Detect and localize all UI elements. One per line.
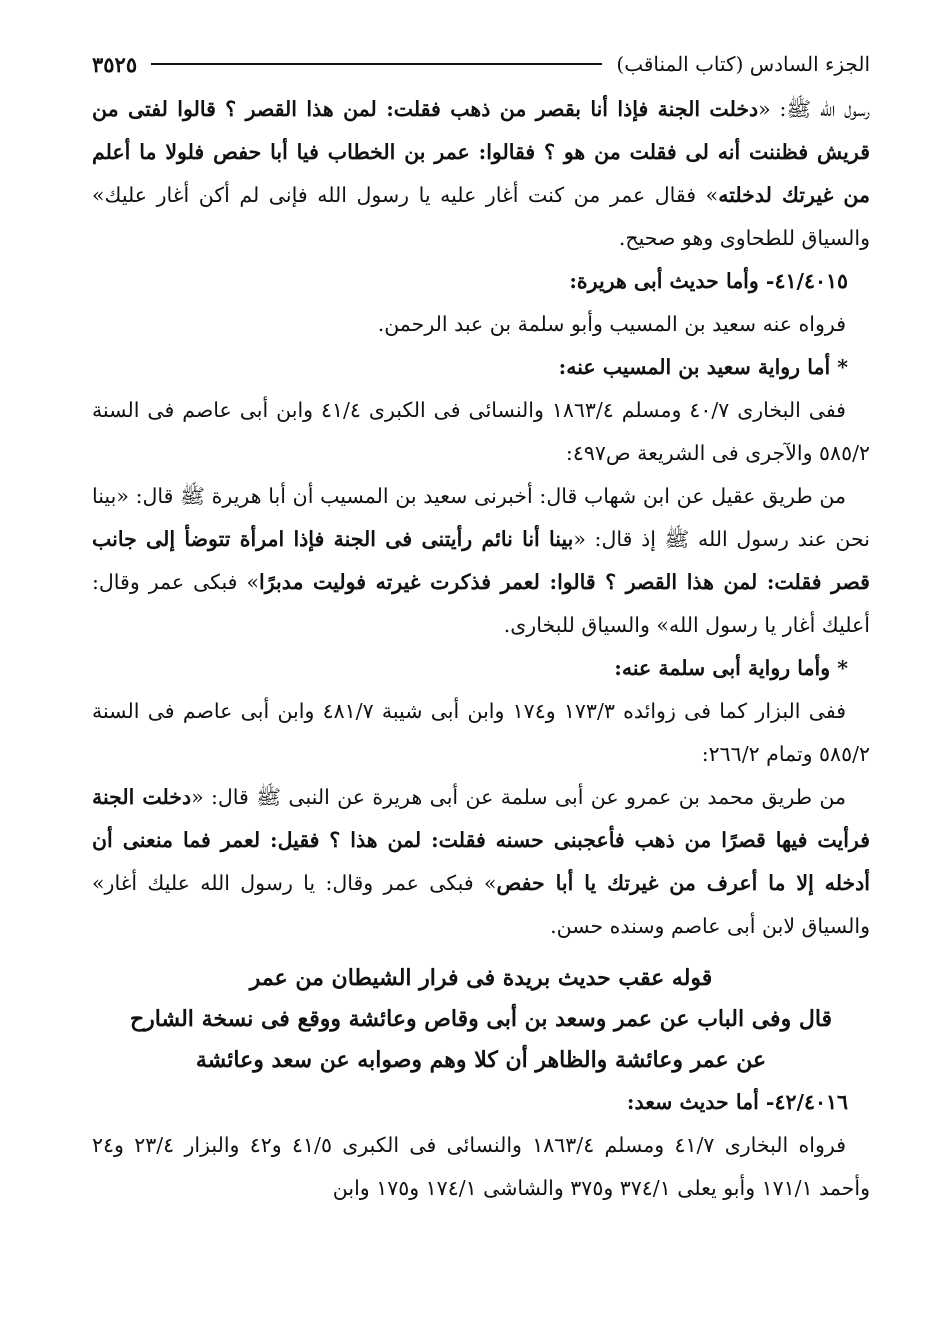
book-page bbox=[92, 44, 870, 1319]
heading-abu-hurayra: ٤١/٤٠١٥- وأما حديث أبى هريرة: bbox=[569, 269, 848, 293]
paragraph-sources-1: ففى البخارى ٤٠/٧ ومسلم ١٨٦٣/٤ والنسائى فى الكبرى ٤١/٤ وابن أبى عاصم فى السنة ٥٨٥/٢ والآجرى فى الشريعة ص٤٩٧: bbox=[92, 398, 870, 465]
paragraph-chain-1 bbox=[92, 475, 870, 647]
text-run: من طريق عقيل عن ابن شهاب قال: أخبرنى سعيد بن المسيب أن أبا هريرة ﷺ قال: «بينا نحن عند رسول الله ﷺ إذ قال: « bbox=[92, 484, 870, 551]
paragraph-sources-2: ففى البزار كما فى زوائده ١٧٣/٣ و١٧٤ وابن أبى شيبة ٤٨١/٧ وابن أبى عاصم فى السنة ٥٨٥/٢ وتمام ٢٦٦/٢: bbox=[92, 699, 870, 766]
paragraph-sources-3: فرواه البخارى ٤١/٧ ومسلم ١٨٦٣/٤ والنسائى فى الكبرى ٤١/٥ و٤٢ والبزار ٢٣/٤ و٢٤ وأحمد ١٧١/١ وأبو يعلى ٣٧٤/١ و٣٧٥ والشاشى ١٧٤/١ و١٧٥ وابن bbox=[92, 1133, 870, 1200]
header-rule bbox=[151, 63, 602, 65]
page-body bbox=[92, 88, 870, 1210]
hadith-quote: دخلت الجنة فإذا أنا بقصر من ذهب فقلت: لمن هذا القصر ؟ قالوا لفتى من قريش فظننت أنه لى فقلت من هو ؟ فقالوا: عمر بن الخطاب فيا أبا حفص فلولا ما أعلم من غيرتك لدخلته bbox=[92, 97, 871, 207]
page-header bbox=[92, 44, 870, 84]
text-run: رسول الله ﷺ: « bbox=[758, 97, 870, 121]
section-title-line-2: قال وفى الباب عن عمر وسعد بن أبى وقاص وعائشة ووقع فى نسخة الشارح bbox=[129, 1006, 833, 1032]
text-run: » فقال عمر من كنت أغار عليه يا رسول الله فإنى لم أكن أغار عليك» والسياق للطحاوى وهو صحيح. bbox=[92, 183, 870, 250]
page-number: ٣٥٢٥ bbox=[92, 51, 138, 77]
heading-abu-salama-narration: * وأما رواية أبى سلمة عنه: bbox=[614, 656, 848, 680]
text-run: » فبكى عمر وقال: أعليك أغار يا رسول الله» والسياق للبخارى. bbox=[92, 570, 870, 637]
hadith-quote: بينا أنا نائم رأيتنى فى الجنة فإذا امرأة تتوضأ إلى جانب قصر فقلت: لمن هذا القصر ؟ قالوا: لعمر فذكرت غيرته فوليت مدبرًا bbox=[92, 527, 870, 594]
section-title-line-3: عن عمر وعائشة والظاهر أن كلا وهم وصوابه عن سعد وعائشة bbox=[195, 1047, 767, 1073]
text-run: من طريق محمد بن عمرو عن أبى سلمة عن أبى هريرة عن النبى ﷺ قال: « bbox=[191, 785, 846, 809]
paragraph-hadith-text bbox=[92, 88, 870, 260]
text-run: » فبكى عمر وقال: يا رسول الله عليك أغار» والسياق لابن أبى عاصم وسنده حسن. bbox=[92, 871, 870, 938]
section-title-line-1: قوله عقب حديث بريدة فى فرار الشيطان من عمر bbox=[249, 965, 713, 991]
paragraph-narrators: فرواه عنه سعيد بن المسيب وأبو سلمة بن عبد الرحمن. bbox=[377, 312, 846, 336]
hadith-quote: دخلت الجنة فرأيت فيها قصرًا من ذهب فأعجبنى حسنه فقلت: لمن هذا ؟ فقيل: لعمر فما منعنى أن أدخله إلا ما أعرف من غيرتك يا أبا حفص bbox=[92, 785, 871, 895]
heading-saad: ٤٢/٤٠١٦- أما حديث سعد: bbox=[626, 1090, 848, 1114]
paragraph-chain-2 bbox=[92, 776, 870, 948]
section-spacer bbox=[92, 948, 870, 958]
running-title: الجزء السادس (كتاب المناقب) bbox=[616, 52, 870, 76]
heading-said-narration: * أما رواية سعيد بن المسيب عنه: bbox=[558, 355, 848, 379]
